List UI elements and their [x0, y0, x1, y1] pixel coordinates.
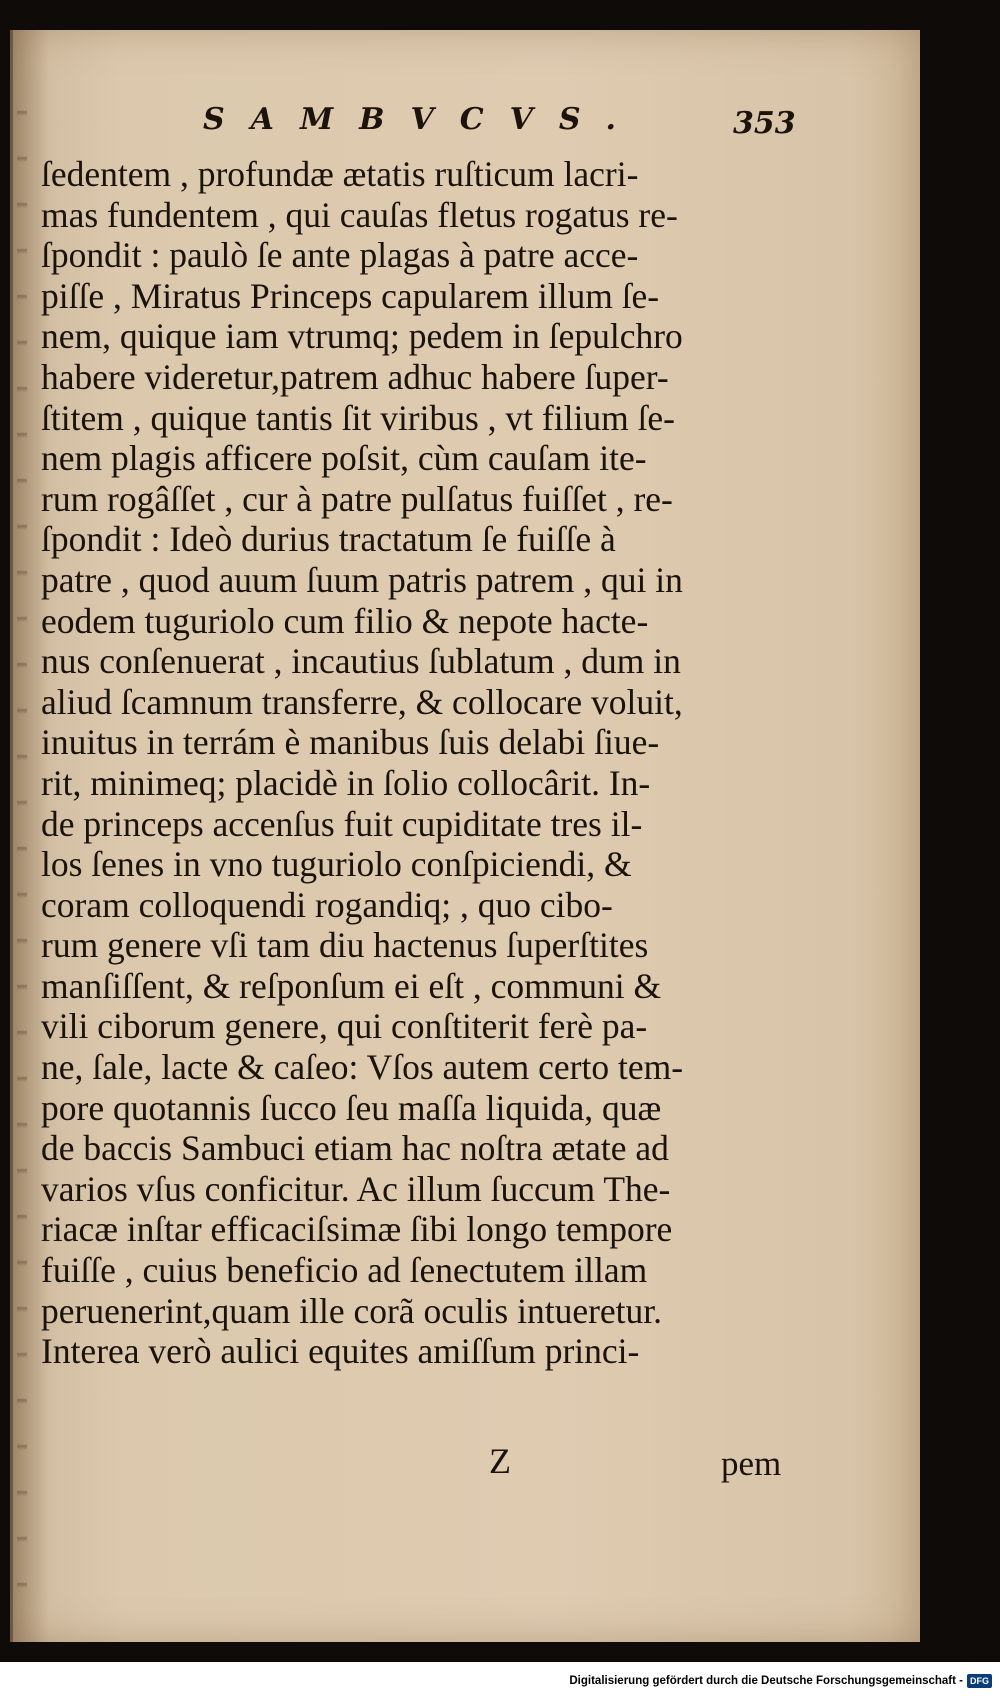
text-line: nus conſenuerat , incautius ſublatum , dum in	[41, 641, 681, 682]
text-line: coram colloquendi rogandiq; , quo cibo-	[41, 884, 613, 925]
text-line: fuiſſe , cuius beneficio ad ſenectutem illam	[41, 1250, 648, 1291]
text-line: ſpondit : Ideò durius tractatum ſe fuiſſe à	[41, 519, 616, 560]
dfg-logo: DFG	[967, 1674, 992, 1688]
text-line: pore quotannis ſucco ſeu maſſa liquida, quæ	[41, 1087, 662, 1128]
book-page	[10, 30, 920, 1642]
text-line: aliud ſcamnum transferre, & collocare voluit,	[41, 681, 683, 722]
text-line: nem, quique iam vtrumq; pedem in ſepulchro	[41, 316, 683, 357]
text-line: rum genere vſi tam diu hactenus ſuperſtites	[41, 925, 649, 966]
signature-mark: Z	[489, 1441, 511, 1481]
text-line: patre , quod auum ſuum patris patrem , qui in	[41, 559, 683, 600]
credit-text: Digitalisierung gefördert durch die Deutsche Forschungsgemeinschaft -	[569, 1675, 963, 1687]
text-line: rit, minimeq; placidè in ſolio collocârit. In-	[41, 762, 651, 803]
text-line: mas fundentem , qui cauſas fletus rogatus re-	[41, 194, 678, 235]
text-line: de baccis Sambuci etiam hac noſtra ætate ad	[41, 1128, 669, 1169]
text-line: peruenerint,quam ille corã oculis intueretur.	[41, 1290, 663, 1331]
page-number: 353	[733, 106, 796, 141]
text-line: manſiſſent, & reſponſum ei eſt , communi &	[41, 965, 662, 1006]
text-line: ſpondit : paulò ſe ante plagas à patre acce-	[41, 235, 639, 276]
running-title: SAMBVCVS.	[203, 102, 642, 137]
body-text	[41, 154, 821, 1372]
text-line: rum rogâſſet , cur à patre pulſatus fuiſſet , re-	[41, 478, 673, 519]
text-line: vili ciborum genere, qui conſtiterit ferè pa-	[41, 1006, 648, 1047]
text-line: varios vſus conficitur. Ac illum ſuccum The-	[41, 1168, 671, 1209]
text-line: los ſenes in vno tuguriolo conſpiciendi, &	[41, 844, 632, 885]
digitization-credit	[569, 1671, 992, 1691]
text-line: habere videretur,patrem adhuc habere ſuper-	[41, 356, 669, 397]
text-line: ne, ſale, lacte & caſeo: Vſos autem certo tem-	[41, 1047, 684, 1088]
text-line: nem plagis afficere poſsit, cùm cauſam ite-	[41, 438, 647, 479]
page-edge-wear	[17, 70, 27, 1610]
text-line: ſtitem , quique tantis ſit viribus , vt filium ſe-	[41, 397, 676, 438]
text-line: piſſe , Miratus Princeps capularem illum ſe-	[41, 275, 660, 316]
running-head	[13, 100, 920, 150]
text-line: riacæ inſtar efficaciſsimæ ſibi longo tempore	[41, 1209, 673, 1250]
text-line: ſedentem , profundæ ætatis ruſticum lacri-	[41, 154, 639, 194]
catchword: pem	[721, 1444, 782, 1483]
text-line: inuitus in terrám è manibus ſuis delabi ſiue-	[41, 722, 660, 763]
text-line: eodem tuguriolo cum filio & nepote hacte-	[41, 600, 649, 641]
text-line: Interea verò aulici equites amiſſum princi-	[41, 1331, 640, 1372]
text-line: de princeps accenſus fuit cupiditate tres il-	[41, 803, 643, 844]
